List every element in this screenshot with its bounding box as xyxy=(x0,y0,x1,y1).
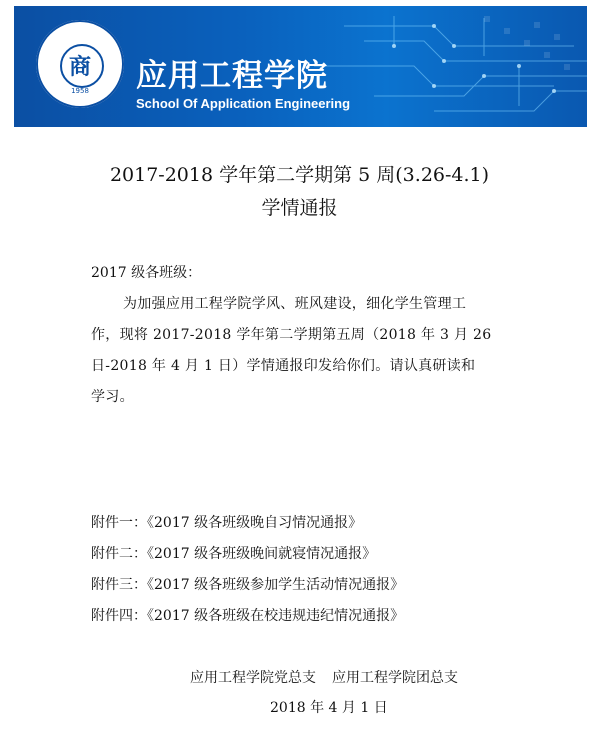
attachment-2: 附件二：《2017 级各班级晚间就寝情况通报》 xyxy=(91,546,377,562)
body-line-1: 为加强应用工程学院学风、班风建设，细化学生管理工 xyxy=(123,296,467,312)
body-line-4: 学习。 xyxy=(91,389,134,405)
signature-party-branch: 应用工程学院党总支 xyxy=(190,670,316,686)
attachment-1: 附件一：《2017 级各班级晚自习情况通报》 xyxy=(91,515,363,531)
header-banner xyxy=(14,6,587,127)
signature-block xyxy=(190,667,458,687)
seal-glyph: 商 xyxy=(68,54,91,80)
attachment-3: 附件三：《2017 级各班级参加学生活动情况通报》 xyxy=(91,577,405,593)
body-line-3: 日-2018 年 4 月 1 日）学情通报印发给你们。请认真研读和 xyxy=(91,358,476,374)
seal-year: 1958 xyxy=(71,87,89,95)
school-seal-logo xyxy=(36,20,124,108)
attachment-4: 附件四：《2017 级各班级在校违规违纪情况通报》 xyxy=(91,608,405,624)
report-title-line1: 2017-2018 学年第二学期第 5 周(3.26-4.1) xyxy=(109,164,490,186)
report-title-line2: 学情通报 xyxy=(261,197,338,219)
body-line-2: 作，现将 2017-2018 学年第二学期第五周（2018 年 3 月 26 xyxy=(91,327,492,343)
school-name-chinese: 应用工程学院 xyxy=(136,58,328,94)
school-name-english: School Of Application Engineering xyxy=(136,96,351,111)
salutation: 2017 级各班级： xyxy=(91,265,202,281)
signature-youth-branch: 应用工程学院团总支 xyxy=(332,670,458,686)
signature-date: 2018 年 4 月 1 日 xyxy=(270,700,388,716)
